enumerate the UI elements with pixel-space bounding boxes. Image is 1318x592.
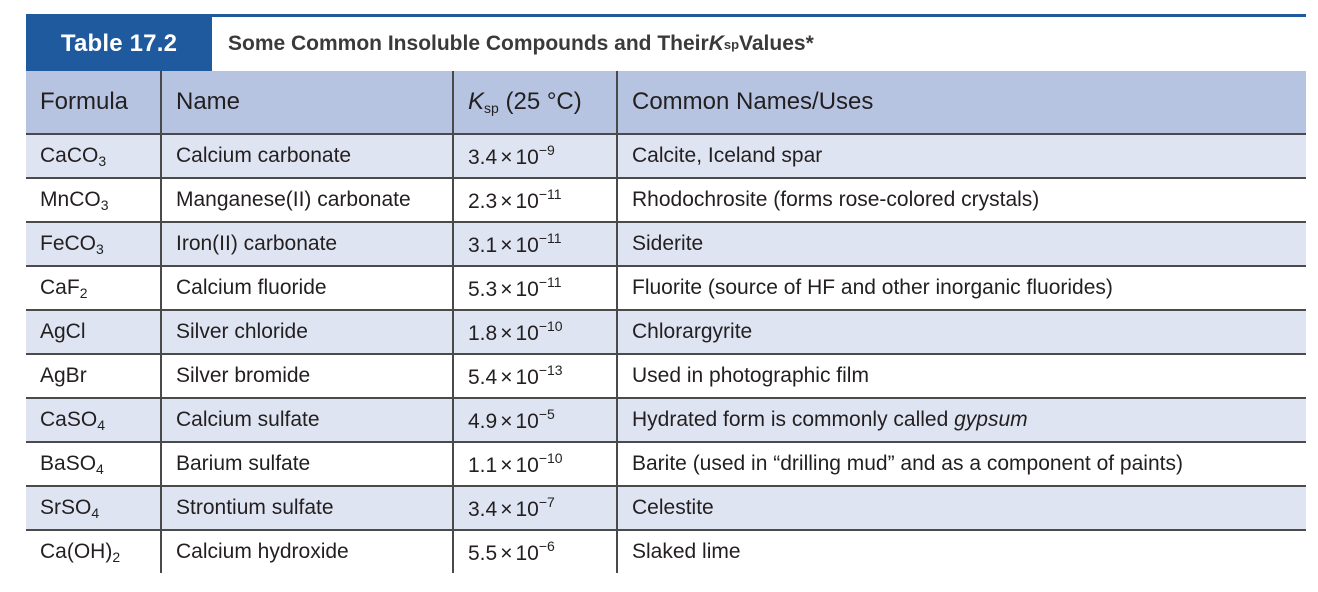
ksp-base: 10: [515, 454, 539, 477]
ksp-cell: [453, 354, 617, 398]
table-row: [26, 222, 1306, 266]
table-title-bar: [26, 14, 1306, 71]
table-row: [26, 486, 1306, 530]
formula-cell: [26, 222, 161, 266]
ksp-mantissa: 3.1: [468, 234, 498, 257]
uses-text: Rhodochrosite (forms rose-colored crystals): [632, 188, 1040, 211]
header-ksp-k: K: [468, 88, 485, 115]
name-cell: Strontium sulfate: [161, 486, 453, 530]
uses-text: Used in photographic film: [632, 364, 869, 387]
ksp-exponent: −10: [538, 450, 563, 466]
ksp-exponent: −11: [538, 186, 562, 202]
caption-text-before: Some Common Insoluble Compounds and Their: [228, 32, 709, 55]
formula-cell: [26, 354, 161, 398]
formula-subscript: 3: [100, 196, 109, 213]
ksp-base: 10: [515, 278, 539, 301]
name-cell: Iron(II) carbonate: [161, 222, 453, 266]
ksp-exponent: −10: [538, 318, 563, 334]
formula-cell: [26, 442, 161, 486]
formula-part: Sr: [40, 495, 61, 519]
formula-part: AgCl: [40, 319, 86, 343]
name-cell: Calcium sulfate: [161, 398, 453, 442]
table-row: [26, 310, 1306, 354]
ksp-mantissa: 1.1: [468, 454, 498, 477]
header-uses: Common Names/Uses: [617, 71, 1306, 134]
formula-cell: [26, 486, 161, 530]
formula-part: Fe: [40, 231, 65, 255]
name-cell: Barium sulfate: [161, 442, 453, 486]
ksp-cell: [453, 398, 617, 442]
ksp-exponent: −13: [538, 362, 563, 378]
table-row: [26, 530, 1306, 573]
uses-cell: [617, 530, 1306, 573]
formula-subscript: 2: [79, 284, 88, 301]
ksp-mantissa: 5.3: [468, 278, 498, 301]
ksp-mantissa: 5.4: [468, 366, 498, 389]
uses-cell: [617, 134, 1306, 178]
formula-subscript: 4: [96, 460, 104, 477]
ksp-cell: [453, 486, 617, 530]
ksp-cell: [453, 530, 617, 573]
formula-part: SO: [61, 495, 92, 519]
formula-part: Ca: [40, 275, 67, 299]
table-row: [26, 266, 1306, 310]
ksp-base: 10: [515, 190, 539, 213]
ksp-base: 10: [515, 498, 539, 521]
ksp-base: 10: [515, 542, 539, 565]
formula-part: Ca: [40, 143, 67, 167]
formula-cell: [26, 134, 161, 178]
name-cell: Silver bromide: [161, 354, 453, 398]
uses-text: Fluorite (source of HF and other inorganic fluorides): [632, 276, 1113, 299]
formula-cell: [26, 398, 161, 442]
uses-text: Hydrated form is commonly called: [632, 408, 955, 431]
table-row: [26, 354, 1306, 398]
ksp-mantissa: 5.5: [468, 542, 498, 565]
formula-part: Ca: [40, 539, 67, 563]
times-sign: ×: [500, 366, 513, 389]
formula-part: F: [66, 275, 80, 299]
times-sign: ×: [500, 278, 513, 301]
formula-part: (OH): [66, 539, 113, 563]
name-cell: Silver chloride: [161, 310, 453, 354]
formula-part: Ca: [40, 407, 67, 431]
times-sign: ×: [500, 146, 513, 169]
uses-italic-text: gypsum: [954, 408, 1028, 431]
table-caption: [212, 17, 814, 71]
ksp-cell: [453, 442, 617, 486]
times-sign: ×: [500, 190, 513, 213]
formula-part: Ba: [40, 451, 66, 475]
formula-part: CO: [69, 187, 101, 211]
caption-k: K: [708, 32, 724, 55]
ksp-mantissa: 3.4: [468, 146, 498, 169]
uses-text: Celestite: [632, 496, 714, 519]
uses-text: Siderite: [632, 232, 704, 255]
formula-part: SO: [66, 407, 98, 431]
header-row: [26, 71, 1306, 134]
caption-sub: sp: [723, 36, 740, 52]
formula-subscript: 4: [91, 504, 100, 521]
uses-cell: [617, 266, 1306, 310]
ksp-base: 10: [515, 322, 539, 345]
ksp-exponent: −9: [538, 142, 555, 158]
table-row: [26, 442, 1306, 486]
times-sign: ×: [500, 542, 513, 565]
ksp-exponent: −5: [538, 406, 555, 422]
uses-text: Barite (used in “drilling mud” and as a component of paints): [632, 452, 1183, 475]
uses-text: Slaked lime: [632, 540, 741, 563]
times-sign: ×: [500, 234, 513, 257]
formula-part: CO: [66, 143, 99, 167]
uses-text: Chlorargyrite: [632, 320, 753, 343]
ksp-cell: [453, 310, 617, 354]
table-row: [26, 134, 1306, 178]
ksp-cell: [453, 134, 617, 178]
uses-cell: [617, 398, 1306, 442]
table-row: [26, 398, 1306, 442]
table-body: [26, 134, 1306, 573]
ksp-cell: [453, 266, 617, 310]
ksp-base: 10: [515, 234, 539, 257]
header-ksp-temp: (25 °C): [498, 88, 582, 115]
ksp-mantissa: 2.3: [468, 190, 498, 213]
header-formula: Formula: [26, 71, 161, 134]
ksp-cell: [453, 222, 617, 266]
formula-cell: [26, 266, 161, 310]
uses-cell: [617, 222, 1306, 266]
ksp-exponent: −11: [538, 230, 562, 246]
formula-cell: [26, 530, 161, 573]
ksp-mantissa: 3.4: [468, 498, 498, 521]
formula-subscript: 3: [96, 240, 104, 257]
ksp-mantissa: 4.9: [468, 410, 498, 433]
header-ksp-sub: sp: [484, 100, 499, 116]
formula-cell: [26, 178, 161, 222]
ksp-base: 10: [515, 410, 539, 433]
ksp-base: 10: [515, 146, 539, 169]
times-sign: ×: [500, 454, 513, 477]
table-row: [26, 178, 1306, 222]
ksp-table: [26, 71, 1306, 573]
uses-cell: [617, 442, 1306, 486]
header-ksp: [453, 71, 617, 134]
ksp-base: 10: [515, 366, 539, 389]
name-cell: Calcium hydroxide: [161, 530, 453, 573]
formula-subscript: 3: [98, 152, 107, 169]
times-sign: ×: [500, 322, 513, 345]
ksp-exponent: −6: [538, 538, 555, 554]
ksp-exponent: −11: [538, 274, 562, 290]
formula-part: Mn: [40, 187, 70, 211]
uses-cell: [617, 178, 1306, 222]
formula-subscript: 2: [112, 548, 121, 565]
formula-part: CO: [64, 231, 97, 255]
formula-part: AgBr: [40, 363, 87, 387]
ksp-cell: [453, 178, 617, 222]
name-cell: Calcium fluoride: [161, 266, 453, 310]
caption-text-after: Values*: [739, 32, 814, 55]
header-name: Name: [161, 71, 453, 134]
uses-text: Calcite, Iceland spar: [632, 144, 823, 167]
ksp-exponent: −7: [538, 494, 555, 510]
name-cell: Manganese(II) carbonate: [161, 178, 453, 222]
formula-subscript: 4: [97, 416, 105, 433]
uses-cell: [617, 354, 1306, 398]
ksp-mantissa: 1.8: [468, 322, 498, 345]
times-sign: ×: [500, 498, 513, 521]
times-sign: ×: [500, 410, 513, 433]
uses-cell: [617, 486, 1306, 530]
formula-part: SO: [65, 451, 97, 475]
formula-cell: [26, 310, 161, 354]
table-label: Table 17.2: [26, 17, 212, 71]
table-figure: [26, 14, 1306, 573]
uses-cell: [617, 310, 1306, 354]
name-cell: Calcium carbonate: [161, 134, 453, 178]
